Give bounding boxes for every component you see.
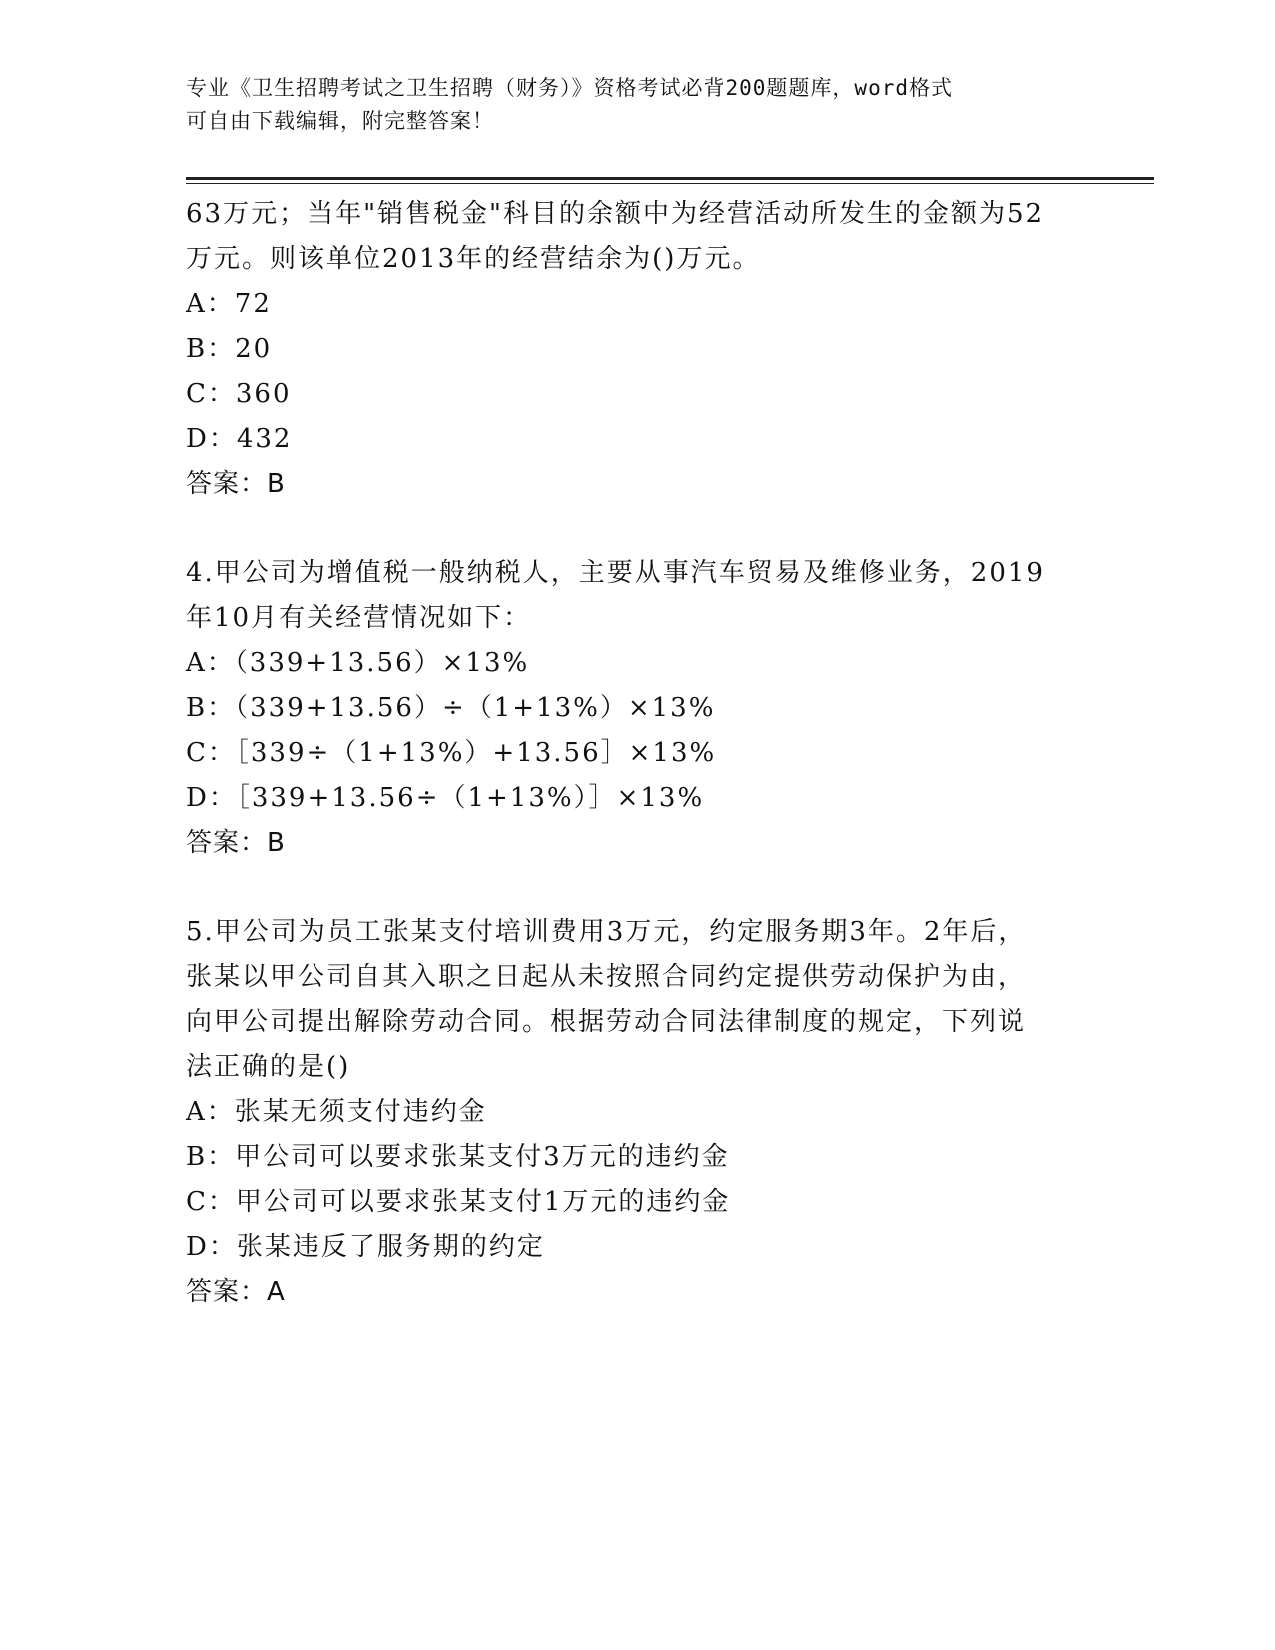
question-spacer	[186, 866, 1086, 910]
question-stem-line: 年10月有关经营情况如下：	[186, 603, 532, 633]
question-stem-line: 张某以甲公司自其入职之日起从未按照合同约定提供劳动保护为由，	[186, 962, 1027, 992]
question-3	[186, 192, 1086, 507]
option-d: D：张某违反了服务期的约定	[186, 1232, 545, 1262]
question-stem-line: 4.甲公司为增值税一般纳税人，主要从事汽车贸易及维修业务，2019	[186, 558, 1045, 588]
header-divider-thick	[186, 177, 1154, 180]
header-divider-thin	[186, 183, 1154, 184]
document-header	[186, 72, 1086, 138]
answer-line: 答案：A	[186, 1277, 286, 1307]
option-d: D：432	[186, 424, 293, 454]
question-list	[186, 192, 1086, 1315]
option-b: B：20	[186, 334, 273, 364]
question-5	[186, 910, 1086, 1315]
question-4	[186, 551, 1086, 866]
option-a: A：72	[186, 289, 272, 319]
header-title-line-1: 专业《卫生招聘考试之卫生招聘（财务）》资格考试必背200题题库，word格式	[186, 76, 953, 100]
option-b: B：甲公司可以要求张某支付3万元的违约金	[186, 1142, 730, 1172]
option-d: D：［339+13.56÷（1+13%）］×13%	[186, 783, 705, 813]
question-stem-line: 向甲公司提出解除劳动合同。根据劳动合同法律制度的规定，下列说	[186, 1007, 1027, 1037]
option-c: C：［339÷（1+13%）+13.56］×13%	[186, 738, 717, 768]
option-a: A：张某无须支付违约金	[186, 1097, 487, 1127]
question-stem-line: 5.甲公司为员工张某支付培训费用3万元，约定服务期3年。2年后，	[186, 917, 1027, 947]
answer-line: 答案：B	[186, 828, 286, 858]
option-c: C：360	[186, 379, 292, 409]
question-spacer	[186, 507, 1086, 551]
question-stem-line: 63万元；当年"销售税金"科目的余额中为经营活动所发生的金额为52	[186, 199, 1045, 229]
option-c: C：甲公司可以要求张某支付1万元的违约金	[186, 1187, 731, 1217]
header-title-line-2: 可自由下载编辑，附完整答案！	[186, 109, 494, 133]
question-stem-line: 万元。则该单位2013年的经营结余为()万元。	[186, 244, 761, 274]
question-stem-line: 法正确的是()	[186, 1052, 351, 1082]
option-a: A：（339+13.56）×13%	[186, 648, 530, 678]
option-b: B：（339+13.56）÷（1+13%）×13%	[186, 693, 716, 723]
answer-line: 答案：B	[186, 469, 286, 499]
